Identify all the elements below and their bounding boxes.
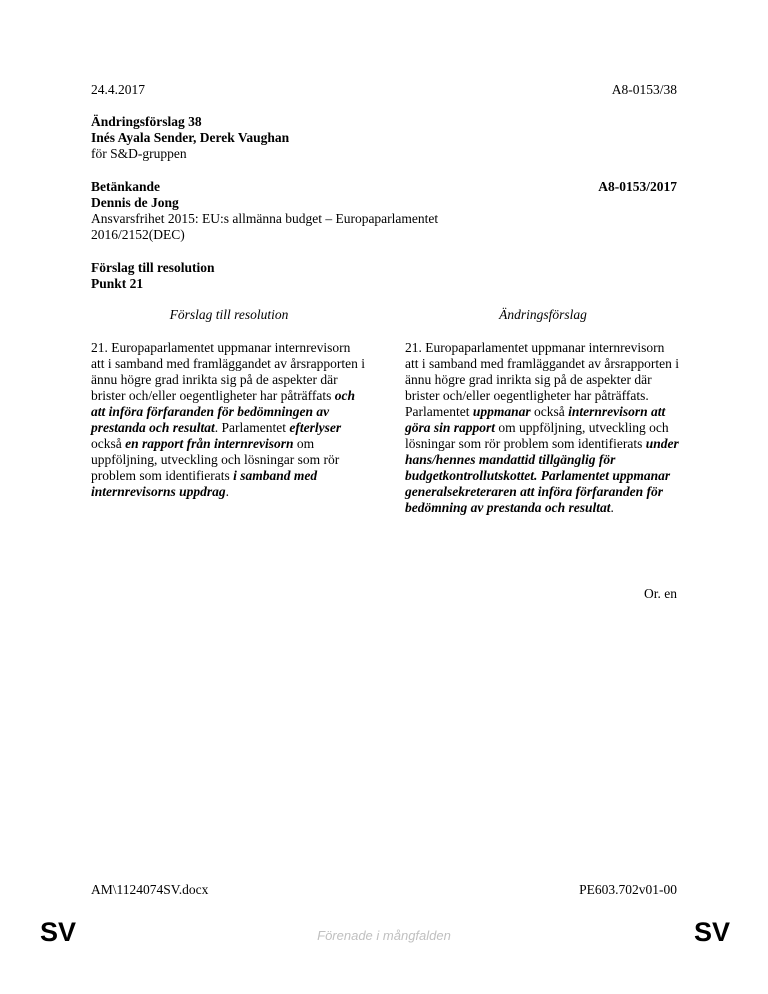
right-column-header: Ändringsförslag <box>499 307 587 322</box>
amendment-block <box>91 114 289 162</box>
original-language: Or. en <box>644 586 677 601</box>
language-code-left: SV <box>40 917 77 947</box>
header-reference: A8-0153/38 <box>611 82 677 97</box>
amendment-title: Ändringsförslag 38 <box>91 114 202 129</box>
rapporteur: Dennis de Jong <box>91 195 179 210</box>
page-header <box>91 82 677 98</box>
section-point: Punkt 21 <box>91 276 144 291</box>
report-subject: Ansvarsfrihet 2015: EU:s allmänna budget – Europaparlamentet <box>91 211 439 226</box>
document-filename: AM\1124074SV.docx <box>91 882 209 897</box>
report-reference: A8-0153/2017 <box>598 179 677 194</box>
section-heading <box>91 260 215 292</box>
pe-number: PE603.702v01-00 <box>579 882 677 897</box>
report-heading <box>91 179 677 195</box>
eu-motto: Förenade i mångfalden <box>317 928 451 943</box>
date: 24.4.2017 <box>91 82 145 97</box>
section-label: Förslag till resolution <box>91 260 215 275</box>
amended-text: 21. Europaparlamentet uppmanar internrevisorn att i samband med framläggandet av årsrapporten i ännu högre grad inrikta sig på de aspekter där brister och/eller oegentligheter har påträffats. Parlamentet uppmanar också internrevisorn att göra sin rapport om uppföljning, utveckling och lösningar som rör problem som identifierats under hans/hennes mandattid tillgänglig för budgetkontrollutskottet. Parlamentet uppmanar generalsekreteraren att införa förfaranden för bedömning av prestanda och resultat. <box>405 340 680 515</box>
report-details <box>91 195 438 243</box>
original-text: 21. Europaparlamentet uppmanar internrevisorn att i samband med framläggandet av årsrapporten i ännu högre grad inrikta sig på de aspekter där brister och/eller oegentligheter har påträffats och att införa förfaranden för bedömningen av prestanda och resultat. Parlamentet efterlyser också en rapport från internrevisorn om uppföljning, utveckling och lösningar som rör problem som identifierats i samband med internrevisorns uppdrag. <box>91 340 366 499</box>
left-column-header: Förslag till resolution <box>169 307 289 322</box>
amendment-group: för S&D-gruppen <box>91 146 187 161</box>
amendment-authors: Inés Ayala Sender, Derek Vaughan <box>91 130 290 145</box>
page-footer <box>91 882 677 898</box>
language-code-right: SV <box>693 917 730 947</box>
amendment-number: 38 <box>188 114 202 129</box>
procedure-number: 2016/2152(DEC) <box>91 227 185 242</box>
report-label: Betänkande <box>91 179 161 194</box>
